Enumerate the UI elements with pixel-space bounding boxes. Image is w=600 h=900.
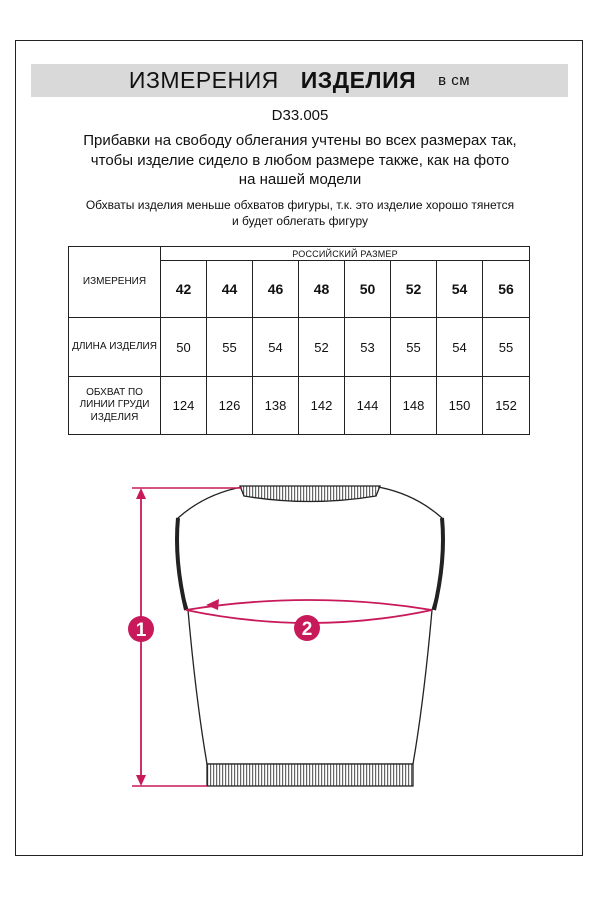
table-cell: 148 [391, 377, 437, 435]
title-unit: в см [438, 72, 471, 89]
title-measurements: ИЗМЕРЕНИЯ [128, 67, 279, 93]
allowance-line: Прибавки на свободу облегания учтены во всех размерах так, [83, 132, 517, 149]
marker-1 [128, 616, 154, 642]
table-cell: 53 [345, 318, 391, 377]
size-header: 56 [483, 261, 530, 318]
row-label-chest-line: ОБХВАТ ПО [86, 386, 143, 398]
table-cell: 152 [483, 377, 530, 435]
hem-ribbing [207, 764, 413, 786]
table-cell: 124 [161, 377, 207, 435]
table-cell: 144 [345, 377, 391, 435]
row-label-chest-line: ЛИНИИ ГРУДИ [79, 399, 150, 411]
size-group-label: РОССИЙСКИЙ РАЗМЕР [161, 247, 530, 261]
row-label-length: ДЛИНА ИЗДЕЛИЯ [69, 318, 161, 377]
size-header: 42 [161, 261, 207, 318]
stretch-line: и будет облегать фигуру [231, 213, 368, 228]
table-cell: 55 [391, 318, 437, 377]
table-cell: 55 [207, 318, 253, 377]
row-label-chest-line: ИЗДЕЛИЯ [90, 411, 139, 423]
size-header: 54 [437, 261, 483, 318]
marker-2 [294, 615, 320, 641]
table-cell: 54 [253, 318, 299, 377]
allowance-line: на нашей модели [238, 171, 362, 188]
table-cell: 55 [483, 318, 530, 377]
title-garment: ИЗДЕЛИЯ [300, 67, 417, 93]
table-cell: 138 [253, 377, 299, 435]
table-cell: 142 [299, 377, 345, 435]
table-cell: 50 [161, 318, 207, 377]
table-cell: 150 [437, 377, 483, 435]
corner-label: ИЗМЕРЕНИЯ [69, 247, 161, 318]
table-cell: 52 [299, 318, 345, 377]
table-cell: 54 [437, 318, 483, 377]
marker-1-label: 1 [135, 620, 147, 641]
allowance-line: чтобы изделие сидело в любом размере также, как на фото [90, 151, 510, 169]
size-header: 46 [253, 261, 299, 318]
size-header: 44 [207, 261, 253, 318]
stretch-line: Обхваты изделия меньше обхватов фигуры, т.к. это изделие хорошо тянется [85, 198, 515, 212]
marker-2-label: 2 [301, 619, 313, 640]
table-cell: 126 [207, 377, 253, 435]
size-header: 48 [299, 261, 345, 318]
product-code: D33.005 [271, 107, 329, 124]
size-header: 52 [391, 261, 437, 318]
size-header: 50 [345, 261, 391, 318]
